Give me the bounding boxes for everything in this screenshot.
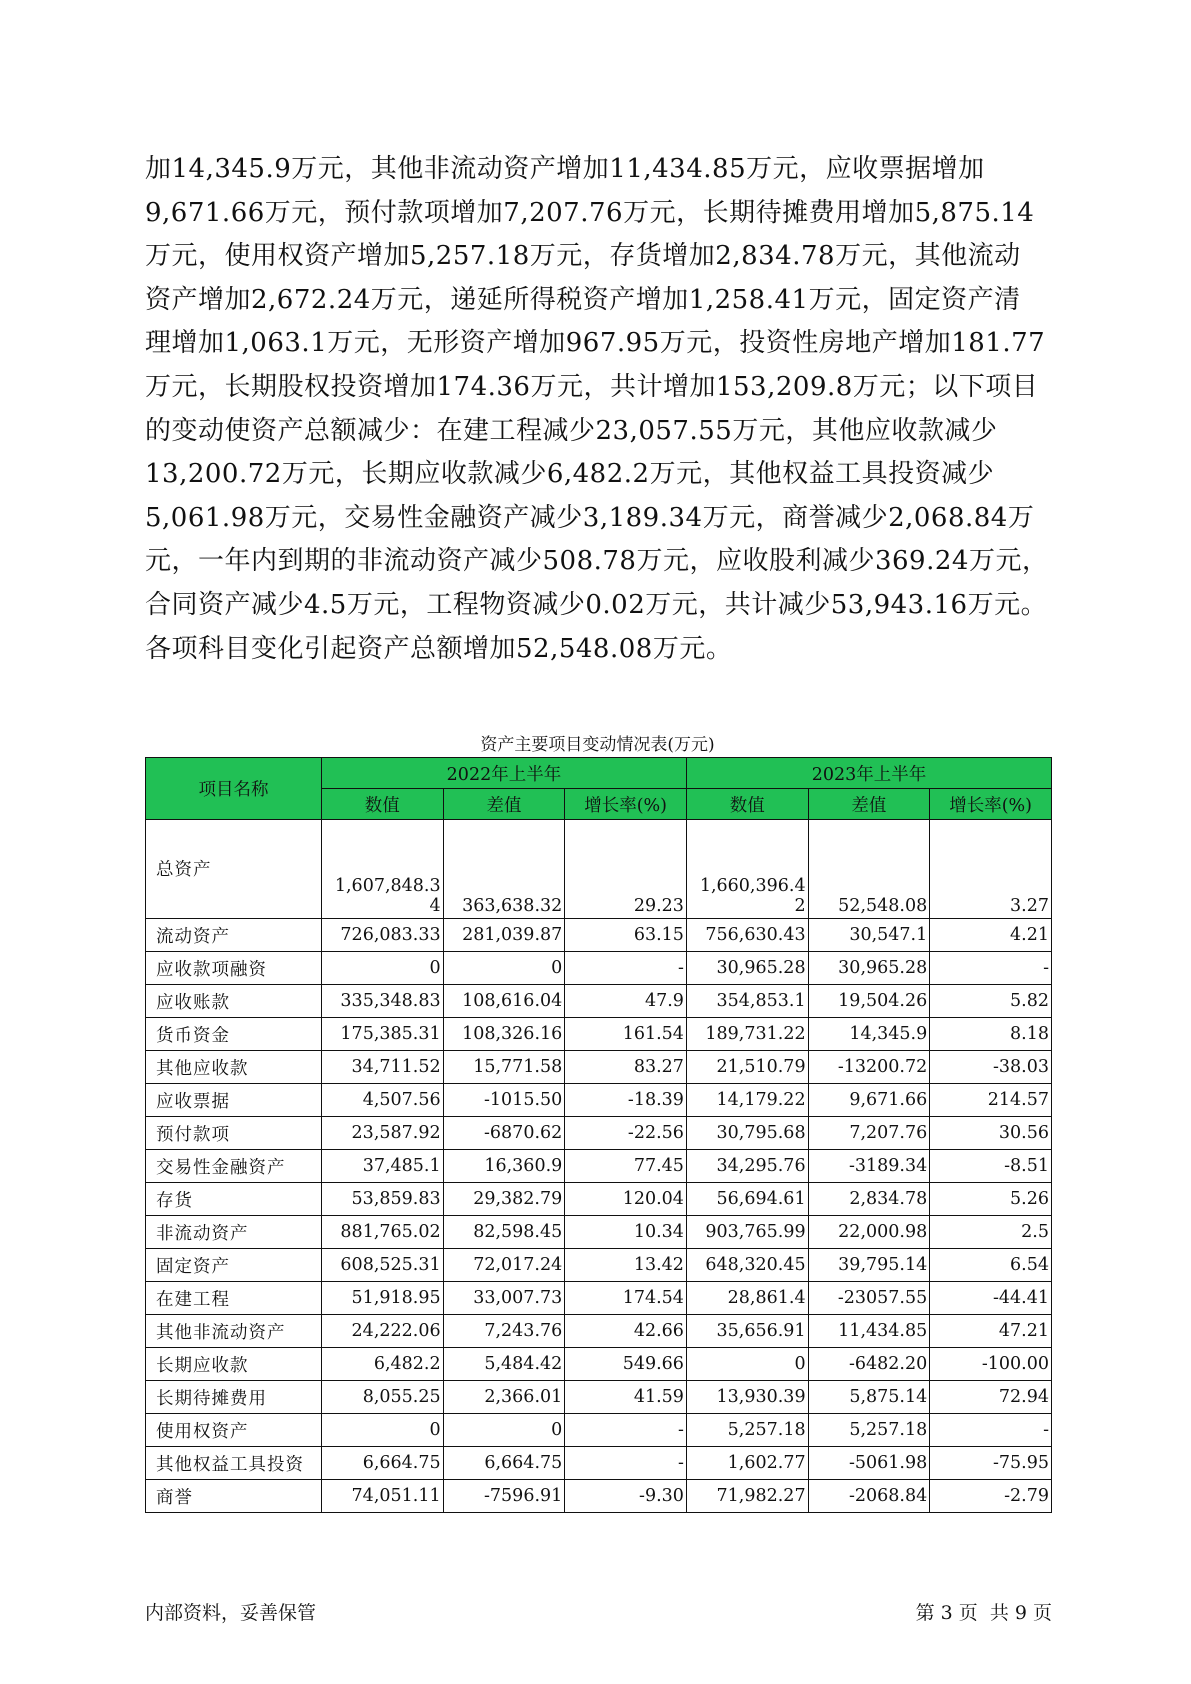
- cell-diff-2022: 108,616.04: [443, 985, 565, 1018]
- cell-item-name: 应收账款: [146, 985, 322, 1018]
- cell-diff-2022: 281,039.87: [443, 919, 565, 952]
- paragraph-line: 9,671.66万元，预付款项增加7,207.76万元，长期待摊费用增加5,875.14: [145, 197, 1035, 228]
- cell-diff-2022: 7,243.76: [443, 1315, 565, 1348]
- body-paragraph: [145, 148, 1050, 671]
- cell-item-name: 长期应收款: [146, 1348, 322, 1381]
- cell-item-name: 使用权资产: [146, 1414, 322, 1447]
- cell-item-name: 其他应收款: [146, 1051, 322, 1084]
- cell-growth-2022: 13.42: [565, 1249, 687, 1282]
- paragraph-line: 13,200.72万元，长期应收款减少6,482.2万元，其他权益工具投资减少: [145, 459, 995, 490]
- cell-growth-2023: 4.21: [930, 919, 1052, 952]
- paragraph-line: 资产增加2,672.24万元，递延所得税资产增加1,258.41万元，固定资产清: [145, 284, 1021, 315]
- cell-diff-2023: 9,671.66: [808, 1084, 930, 1117]
- cell-diff-2022: -7596.91: [443, 1480, 565, 1513]
- table-row: [146, 919, 1052, 952]
- cell-growth-2023: -8.51: [930, 1150, 1052, 1183]
- header-diff-2023: 差值: [808, 789, 930, 820]
- cell-diff-2023: 39,795.14: [808, 1249, 930, 1282]
- cell-diff-2023: -13200.72: [808, 1051, 930, 1084]
- cell-growth-2023: 214.57: [930, 1084, 1052, 1117]
- cell-diff-2022: 6,664.75: [443, 1447, 565, 1480]
- cell-diff-2023: 22,000.98: [808, 1216, 930, 1249]
- cell-diff-2023: 11,434.85: [808, 1315, 930, 1348]
- cell-growth-2023: 5.26: [930, 1183, 1052, 1216]
- cell-value-2023: 14,179.22: [686, 1084, 808, 1117]
- cell-value-2023: 189,731.22: [686, 1018, 808, 1051]
- header-diff-2022: 差值: [443, 789, 565, 820]
- cell-growth-2023: -44.41: [930, 1282, 1052, 1315]
- cell-growth-2023: -75.95: [930, 1447, 1052, 1480]
- cell-value-2023: 13,930.39: [686, 1381, 808, 1414]
- table-row: [146, 1249, 1052, 1282]
- cell-growth-2022: 47.9: [565, 985, 687, 1018]
- table-row: [146, 1414, 1052, 1447]
- cell-growth-2023: 47.21: [930, 1315, 1052, 1348]
- cell-item-name: 在建工程: [146, 1282, 322, 1315]
- cell-value-2022: 0: [321, 952, 443, 985]
- cell-diff-2023: 52,548.08: [808, 820, 930, 919]
- cell-diff-2023: 30,965.28: [808, 952, 930, 985]
- cell-growth-2022: -18.39: [565, 1084, 687, 1117]
- cell-diff-2022: 2,366.01: [443, 1381, 565, 1414]
- paragraph-line: 5,061.98万元，交易性金融资产减少3,189.34万元，商誉减少2,068.84万: [145, 502, 1035, 533]
- cell-diff-2022: 16,360.9: [443, 1150, 565, 1183]
- cell-growth-2022: 41.59: [565, 1381, 687, 1414]
- cell-item-name: 其他权益工具投资: [146, 1447, 322, 1480]
- cell-value-2023: 5,257.18: [686, 1414, 808, 1447]
- cell-diff-2023: -3189.34: [808, 1150, 930, 1183]
- cell-value-2023: 56,694.61: [686, 1183, 808, 1216]
- cell-value-2022: 335,348.83: [321, 985, 443, 1018]
- cell-value-2022: 6,664.75: [321, 1447, 443, 1480]
- cell-item-name: 应收款项融资: [146, 952, 322, 985]
- cell-value-2023: 354,853.1: [686, 985, 808, 1018]
- cell-growth-2022: -: [565, 1414, 687, 1447]
- cell-item-name: 固定资产: [146, 1249, 322, 1282]
- header-value-2022: 数值: [321, 789, 443, 820]
- header-group-2023: 2023年上半年: [686, 758, 1051, 789]
- cell-diff-2022: -6870.62: [443, 1117, 565, 1150]
- table-row: [146, 1084, 1052, 1117]
- table-row: [146, 1216, 1052, 1249]
- cell-diff-2022: 108,326.16: [443, 1018, 565, 1051]
- cell-value-2023: 21,510.79: [686, 1051, 808, 1084]
- cell-growth-2022: 29.23: [565, 820, 687, 919]
- cell-diff-2023: -6482.20: [808, 1348, 930, 1381]
- cell-growth-2022: 63.15: [565, 919, 687, 952]
- table-row: [146, 1183, 1052, 1216]
- cell-value-2023: 71,982.27: [686, 1480, 808, 1513]
- table-row: [146, 1381, 1052, 1414]
- cell-value-2022: 74,051.11: [321, 1480, 443, 1513]
- cell-growth-2023: 6.54: [930, 1249, 1052, 1282]
- cell-diff-2022: 72,017.24: [443, 1249, 565, 1282]
- cell-growth-2022: 42.66: [565, 1315, 687, 1348]
- table-row: [146, 1282, 1052, 1315]
- paragraph-line: 各项科目变化引起资产总额增加52,548.08万元。: [145, 633, 733, 664]
- cell-item-name: 非流动资产: [146, 1216, 322, 1249]
- cell-growth-2023: -: [930, 1414, 1052, 1447]
- table-row: [146, 820, 1052, 919]
- cell-diff-2022: 15,771.58: [443, 1051, 565, 1084]
- cell-growth-2022: 83.27: [565, 1051, 687, 1084]
- cell-item-name: 其他非流动资产: [146, 1315, 322, 1348]
- cell-value-2022: 8,055.25: [321, 1381, 443, 1414]
- cell-diff-2022: 29,382.79: [443, 1183, 565, 1216]
- footer-page-number: 第 3 页 共 9 页: [915, 1602, 1052, 1624]
- table-row: [146, 1480, 1052, 1513]
- cell-diff-2023: 5,257.18: [808, 1414, 930, 1447]
- cell-growth-2023: -38.03: [930, 1051, 1052, 1084]
- paragraph-line: 加14,345.9万元，其他非流动资产增加11,434.85万元，应收票据增加: [145, 154, 985, 184]
- cell-growth-2022: 549.66: [565, 1348, 687, 1381]
- cell-diff-2022: 82,598.45: [443, 1216, 565, 1249]
- table-body: [146, 820, 1052, 1513]
- cell-diff-2022: 363,638.32: [443, 820, 565, 919]
- cell-value-2023: 1,602.77: [686, 1447, 808, 1480]
- cell-growth-2022: 120.04: [565, 1183, 687, 1216]
- cell-growth-2023: 5.82: [930, 985, 1052, 1018]
- cell-value-2022: 6,482.2: [321, 1348, 443, 1381]
- table-row: [146, 1117, 1052, 1150]
- cell-value-2023: 30,795.68: [686, 1117, 808, 1150]
- cell-item-name: 货币资金: [146, 1018, 322, 1051]
- header-group-2022: 2022年上半年: [321, 758, 686, 789]
- cell-value-2023: 648,320.45: [686, 1249, 808, 1282]
- table-caption: 资产主要项目变动情况表(万元): [480, 735, 715, 755]
- paragraph-line: 理增加1,063.1万元，无形资产增加967.95万元，投资性房地产增加181.77: [145, 328, 1046, 359]
- cell-growth-2022: -9.30: [565, 1480, 687, 1513]
- cell-item-name: 流动资产: [146, 919, 322, 952]
- cell-value-2023: 756,630.43: [686, 919, 808, 952]
- cell-value-2023: 35,656.91: [686, 1315, 808, 1348]
- cell-diff-2022: 0: [443, 952, 565, 985]
- cell-growth-2023: -2.79: [930, 1480, 1052, 1513]
- table-row: [146, 1315, 1052, 1348]
- table-row: [146, 1018, 1052, 1051]
- cell-value-2023: 28,861.4: [686, 1282, 808, 1315]
- cell-growth-2022: 10.34: [565, 1216, 687, 1249]
- table-row: [146, 1051, 1052, 1084]
- cell-value-2022: 23,587.92: [321, 1117, 443, 1150]
- cell-diff-2023: 30,547.1: [808, 919, 930, 952]
- cell-diff-2023: -23057.55: [808, 1282, 930, 1315]
- paragraph-line: 万元，长期股权投资增加174.36万元，共计增加153,209.8万元；以下项目: [145, 371, 1039, 402]
- header-growth-2022: 增长率(%): [565, 789, 687, 820]
- asset-change-table: [145, 757, 1052, 1513]
- cell-growth-2022: 77.45: [565, 1150, 687, 1183]
- cell-growth-2022: 161.54: [565, 1018, 687, 1051]
- cell-value-2023: 903,765.99: [686, 1216, 808, 1249]
- paragraph-line: 万元，使用权资产增加5,257.18万元，存货增加2,834.78万元，其他流动: [145, 241, 1021, 272]
- cell-item-name: 交易性金融资产: [146, 1150, 322, 1183]
- cell-value-2022: 51,918.95: [321, 1282, 443, 1315]
- cell-value-2023: 0: [686, 1348, 808, 1381]
- paragraph-line: 元，一年内到期的非流动资产减少508.78万元，应收股利减少369.24万元，: [145, 546, 1049, 577]
- cell-value-2022: 4,507.56: [321, 1084, 443, 1117]
- cell-value-2022: 881,765.02: [321, 1216, 443, 1249]
- header-item-name: 项目名称: [146, 758, 322, 820]
- cell-growth-2023: -: [930, 952, 1052, 985]
- cell-value-2022: 608,525.31: [321, 1249, 443, 1282]
- cell-growth-2023: 72.94: [930, 1381, 1052, 1414]
- cell-value-2022: 24,222.06: [321, 1315, 443, 1348]
- cell-value-2022: 175,385.31: [321, 1018, 443, 1051]
- cell-value-2022: 53,859.83: [321, 1183, 443, 1216]
- table-row: [146, 1150, 1052, 1183]
- cell-growth-2022: -: [565, 1447, 687, 1480]
- cell-growth-2022: -22.56: [565, 1117, 687, 1150]
- cell-diff-2023: 5,875.14: [808, 1381, 930, 1414]
- paragraph-line: 的变动使资产总额减少：在建工程减少23,057.55万元，其他应收款减少: [145, 415, 998, 446]
- cell-diff-2023: -5061.98: [808, 1447, 930, 1480]
- cell-diff-2023: 2,834.78: [808, 1183, 930, 1216]
- table-row: [146, 952, 1052, 985]
- cell-value-2022: 1,607,848.34: [321, 820, 443, 919]
- header-growth-2023: 增长率(%): [930, 789, 1052, 820]
- paragraph-line: 合同资产减少4.5万元，工程物资减少0.02万元，共计减少53,943.16万元。: [145, 589, 1048, 620]
- table-row: [146, 1348, 1052, 1381]
- cell-value-2022: 726,083.33: [321, 919, 443, 952]
- cell-diff-2023: 19,504.26: [808, 985, 930, 1018]
- cell-item-name: 存货: [146, 1183, 322, 1216]
- cell-growth-2023: 8.18: [930, 1018, 1052, 1051]
- footer-confidential-note: 内部资料，妥善保管: [145, 1602, 317, 1624]
- cell-item-name: 总资产: [146, 820, 322, 919]
- table-row: [146, 1447, 1052, 1480]
- cell-item-name: 长期待摊费用: [146, 1381, 322, 1414]
- cell-diff-2022: 5,484.42: [443, 1348, 565, 1381]
- cell-value-2022: 0: [321, 1414, 443, 1447]
- header-value-2023: 数值: [686, 789, 808, 820]
- cell-value-2022: 37,485.1: [321, 1150, 443, 1183]
- cell-growth-2023: 30.56: [930, 1117, 1052, 1150]
- cell-growth-2023: -100.00: [930, 1348, 1052, 1381]
- cell-diff-2022: 33,007.73: [443, 1282, 565, 1315]
- cell-value-2022: 34,711.52: [321, 1051, 443, 1084]
- cell-diff-2022: 0: [443, 1414, 565, 1447]
- cell-item-name: 预付款项: [146, 1117, 322, 1150]
- cell-value-2023: 1,660,396.42: [686, 820, 808, 919]
- cell-diff-2023: -2068.84: [808, 1480, 930, 1513]
- cell-growth-2023: 2.5: [930, 1216, 1052, 1249]
- cell-growth-2023: 3.27: [930, 820, 1052, 919]
- cell-item-name: 商誉: [146, 1480, 322, 1513]
- cell-diff-2023: 7,207.76: [808, 1117, 930, 1150]
- cell-item-name: 应收票据: [146, 1084, 322, 1117]
- cell-growth-2022: 174.54: [565, 1282, 687, 1315]
- cell-diff-2022: -1015.50: [443, 1084, 565, 1117]
- cell-value-2023: 30,965.28: [686, 952, 808, 985]
- cell-value-2023: 34,295.76: [686, 1150, 808, 1183]
- table-row: [146, 985, 1052, 1018]
- cell-diff-2023: 14,345.9: [808, 1018, 930, 1051]
- cell-growth-2022: -: [565, 952, 687, 985]
